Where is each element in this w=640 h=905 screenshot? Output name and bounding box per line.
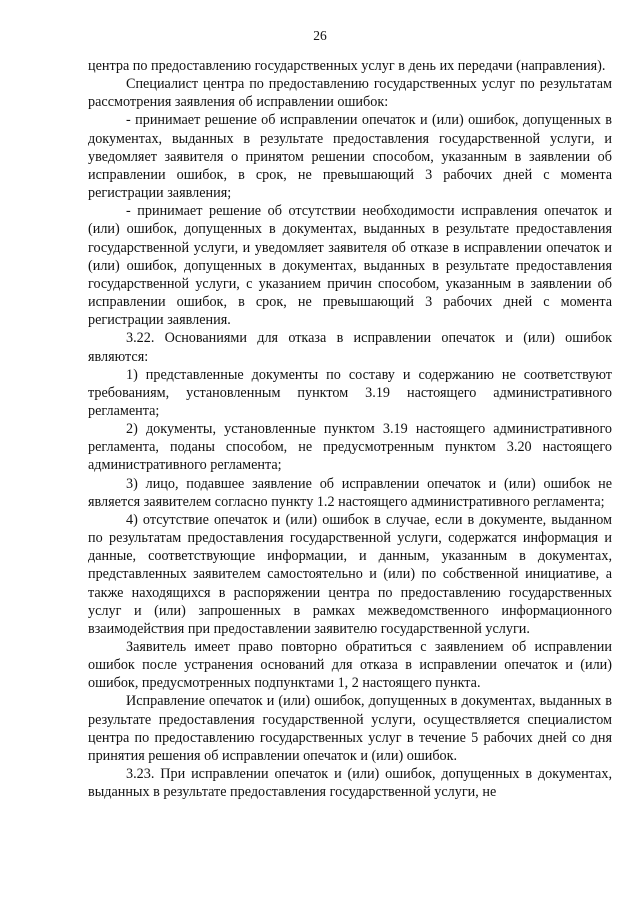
list-item: 2) документы, установленные пунктом 3.19 настоящего административного регламента, поданы способом, не предусмотренным пунктом 3.20 настоящего административного регламента; (88, 421, 612, 474)
document-body (88, 57, 612, 801)
page-number: 26 (313, 28, 327, 43)
list-item: 3) лицо, подавшее заявление об исправлении опечаток и (или) ошибок не является заявителем согласно пункту 1.2 настоящего административного регламента; (88, 475, 612, 510)
list-item: 1) представленные документы по составу и содержанию не соответствуют требованиям, установленным пунктом 3.19 настоящего административного регламента; (88, 366, 612, 419)
paragraph: Исправление опечаток и (или) ошибок, допущенных в документах, выданных в результате предоставления государственной услуги, осуществляется специалистом центра по предоставлению государственных услуг в течение 5 рабочих дней со дня принятия решения об исправлении опечаток и (или) ошибок. (88, 693, 612, 764)
list-item: - принимает решение об отсутствии необходимости исправления опечаток и (или) ошибок, допущенных в документах, выданных в результате предоставления государственной услуги, и уведомляет заявителя об отказе в исправлении опечаток и (или) ошибок, допущенных в документах, выданных в результате предоставления государственной услуги, с указанием причин способом, указанным в заявлении об исправлении ошибок, в срок, не превышающий 3 рабочих дней с момента регистрации заявления. (88, 203, 612, 329)
list-item: 4) отсутствие опечаток и (или) ошибок в случае, если в документе, выданном по результатам предоставления государственной услуги, содержатся информация и данные, соответствующие информации, и данным, указанным в документах, представленных заявителем самостоятельно и (или) по собственной инициативе, а также находящихся в распоряжении центра по предоставлению государственных услуг и (или) запрошенных в рамках межведомственного информационного взаимодействия при предоставлении заявителю государственной услуги. (88, 511, 612, 637)
section-paragraph-3-22: 3.22. Основаниями для отказа в исправлении опечаток и (или) ошибок являются: (88, 330, 612, 365)
list-item: - принимает решение об исправлении опечаток и (или) ошибок, допущенных в документах, выданных в результате предоставления государственной услуги, и уведомляет заявителя о принятом решении способом, указанным в заявлении об исправлении ошибок, в срок, не превышающий 3 рабочих дней с момента регистрации заявления; (88, 112, 612, 202)
section-paragraph-3-23: 3.23. При исправлении опечаток и (или) ошибок, допущенных в документах, выданных в результате предоставления государственной услуги, не (88, 766, 612, 801)
paragraph: Специалист центра по предоставлению государственных услуг по результатам рассмотрения заявления об исправлении ошибок: (88, 76, 612, 111)
paragraph: Заявитель имеет право повторно обратиться с заявлением об исправлении ошибок после устранения оснований для отказа в исправлении опечаток и (или) ошибок, предусмотренных подпунктами 1, 2 настоящего пункта. (88, 639, 612, 692)
paragraph: центра по предоставлению государственных услуг в день их передачи (направления). (88, 58, 606, 74)
